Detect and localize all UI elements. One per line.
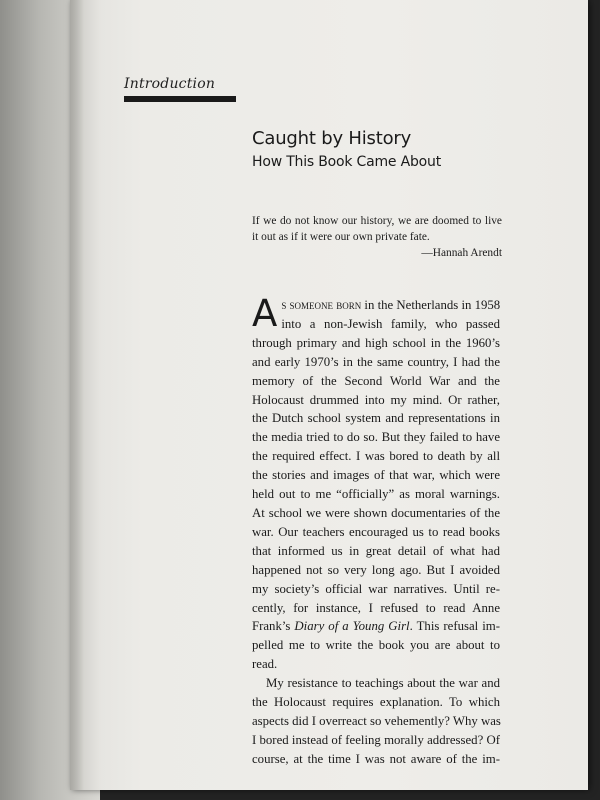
text-line: My resistance to teachings about the war and xyxy=(266,676,500,691)
chapter-title: Caught by History xyxy=(252,128,412,149)
text-fragment: in the Netherlands in 1958 xyxy=(361,298,501,312)
page-gutter-shadow xyxy=(70,0,84,790)
section-rule xyxy=(124,96,236,102)
text-line: I bored instead of feeling morally addressed? Of xyxy=(252,732,500,747)
body-text xyxy=(252,292,501,769)
text-line: At school we were shown documentaries of the xyxy=(252,505,500,520)
text-line: my society’s official war narratives. Until re- xyxy=(252,581,500,596)
text-line: pelled me to write the book you are about to xyxy=(252,638,500,653)
chapter-subtitle: How This Book Came About xyxy=(252,154,441,170)
epigraph-attribution: —Hannah Arendt xyxy=(421,247,502,259)
text-line: held out to me “officially” as moral warnings. xyxy=(252,487,500,502)
text-line: read. xyxy=(252,657,278,672)
small-caps-lead: s someone born xyxy=(281,298,362,312)
text-line: and early 1970’s in the same country, I had the xyxy=(252,354,500,369)
text-line: course, at the time I was not aware of the im- xyxy=(252,751,500,766)
text-line xyxy=(252,296,500,315)
book-title-italic: Diary of a Young Girl xyxy=(294,619,410,634)
text-line: into a non-Jewish family, who passed xyxy=(281,316,500,331)
section-label: Introduction xyxy=(124,76,216,92)
text-line: memory of the Second World War and the xyxy=(252,373,500,388)
text-line: war. Our teachers encouraged us to read books xyxy=(252,524,500,539)
text-line: cently, for instance, I refused to read Anne xyxy=(252,600,500,615)
text-fragment: Frank’s xyxy=(252,619,295,634)
text-line: happened not so very long ago. But I avoided xyxy=(252,562,500,577)
text-line: Holocaust drummed into my mind. Or rather, xyxy=(252,392,500,407)
text-line: that informed us in great detail of what had xyxy=(252,543,500,558)
epigraph-line: it out as if it were our own private fate. xyxy=(252,231,430,243)
text-line: aspects did I overreact so vehemently? Why was xyxy=(252,713,501,728)
text-line xyxy=(252,617,500,636)
text-line: the media tried to do so. But they failed to have xyxy=(252,430,500,445)
epigraph-line: If we do not know our history, we are doomed to live xyxy=(252,215,502,227)
text-line: the Holocaust requires explanation. To which xyxy=(252,695,500,710)
text-line: the Dutch school system and representations in xyxy=(252,411,500,426)
drop-cap: A xyxy=(252,292,278,335)
epigraph xyxy=(252,213,502,261)
text-line: through primary and high school in the 1960’s xyxy=(252,335,500,350)
text-fragment: . This refusal im- xyxy=(409,619,500,634)
text-line: the required effect. I was bored to death by all xyxy=(252,449,500,464)
text-line: the stories and images of that war, which were xyxy=(252,468,500,483)
